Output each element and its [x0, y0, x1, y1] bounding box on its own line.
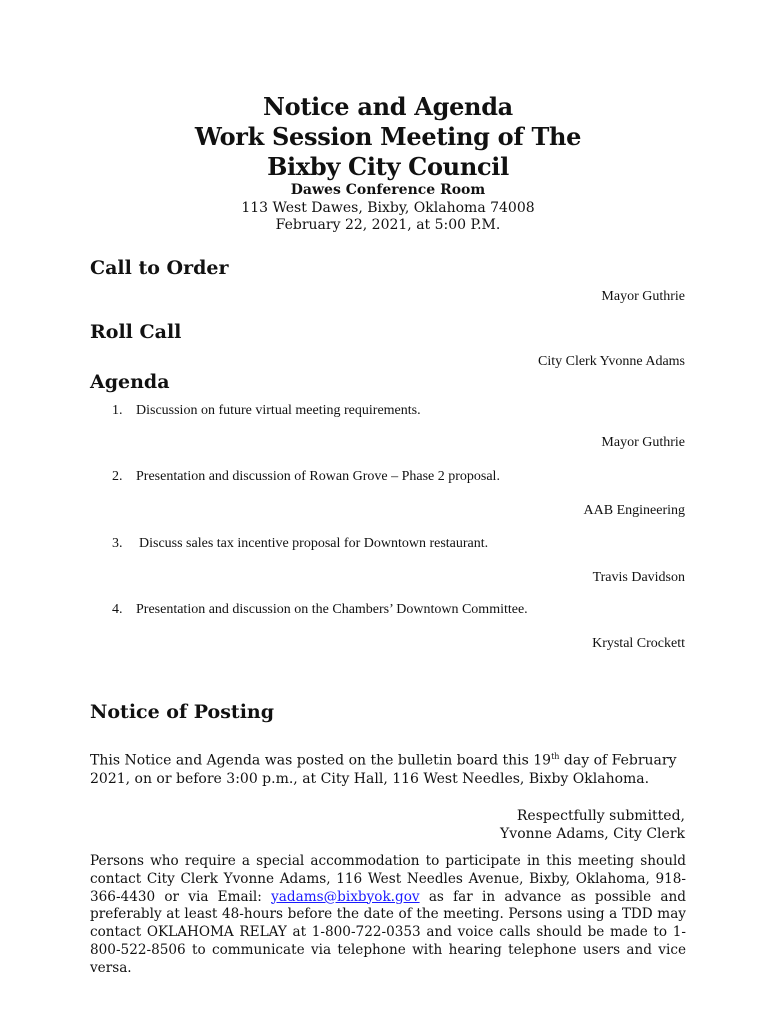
agenda-item-presenter: Mayor Guthrie	[601, 435, 685, 450]
accommodation-text-start: Persons who require a special accommodation to participate in this meeting should contact City Clerk Yvonne Adams, 116 West Needles Avenue, Bixby, Oklahoma, 918-366-4430 or via Email:	[90, 853, 686, 905]
agenda-item-number: 1.	[112, 403, 123, 418]
title-line-2: Work Session Meeting of The	[194, 122, 582, 151]
agenda-item-text: Presentation and discussion of Rowan Grove – Phase 2 proposal.	[136, 469, 500, 484]
agenda-item-text: Presentation and discussion on the Chambers’ Downtown Committee.	[136, 602, 528, 617]
meeting-room: Dawes Conference Room	[290, 182, 486, 198]
accommodation-paragraph	[90, 853, 686, 978]
agenda-item-text: Discuss sales tax incentive proposal for Downtown restaurant.	[139, 536, 489, 551]
posting-text-end: day of February 2021, on or before 3:00 p.m., at City Hall, 116 West Needles, Bixby Oklahoma.	[90, 752, 677, 787]
agenda-item-number: 4.	[112, 602, 123, 617]
agenda-item-presenter: Travis Davidson	[592, 570, 685, 585]
title-line-3: Bixby City Council	[267, 152, 509, 181]
meeting-address: 113 West Dawes, Bixby, Oklahoma 74008	[241, 200, 535, 216]
meeting-datetime: February 22, 2021, at 5:00 P.M.	[275, 217, 501, 233]
agenda-item-number: 3.	[112, 536, 123, 551]
call-to-order-presenter: Mayor Guthrie	[601, 289, 685, 304]
posting-paragraph	[90, 748, 686, 788]
agenda-heading: Agenda	[90, 371, 170, 393]
signoff-line-2: Yvonne Adams, City Clerk	[500, 826, 685, 842]
posting-text-start: This Notice and Agenda was posted on the bulletin board this 19	[90, 752, 552, 769]
agenda-item	[112, 536, 488, 552]
agenda-item-number: 2.	[112, 469, 123, 484]
signoff-line-1: Respectfully submitted,	[516, 808, 685, 824]
agenda-item	[112, 403, 421, 419]
clerk-email-link[interactable]: yadams@bixbyok.gov	[271, 888, 420, 905]
agenda-item-presenter: Krystal Crockett	[592, 636, 685, 651]
agenda-item	[112, 602, 528, 618]
roll-call-presenter: City Clerk Yvonne Adams	[537, 354, 685, 369]
notice-heading: Notice of Posting	[90, 701, 275, 723]
agenda-item-text: Discussion on future virtual meeting requirements.	[136, 403, 421, 418]
title-line-1: Notice and Agenda	[263, 92, 513, 121]
agenda-item-presenter: AAB Engineering	[583, 503, 685, 518]
call-to-order-heading: Call to Order	[90, 257, 229, 279]
roll-call-heading: Roll Call	[90, 321, 182, 343]
posting-ordinal: th	[551, 752, 560, 761]
agenda-item	[112, 469, 500, 485]
accommodation-text-end: as far in advance as possible and preferably at least 48-hours before the date of the meeting. Persons using a TDD may contact OKLAHOMA RELAY at 1-800-722-0353 and voice calls should be made to 1-800-522-8506 to communicate via telephone with hearing telephone users and vice versa.	[90, 888, 686, 976]
